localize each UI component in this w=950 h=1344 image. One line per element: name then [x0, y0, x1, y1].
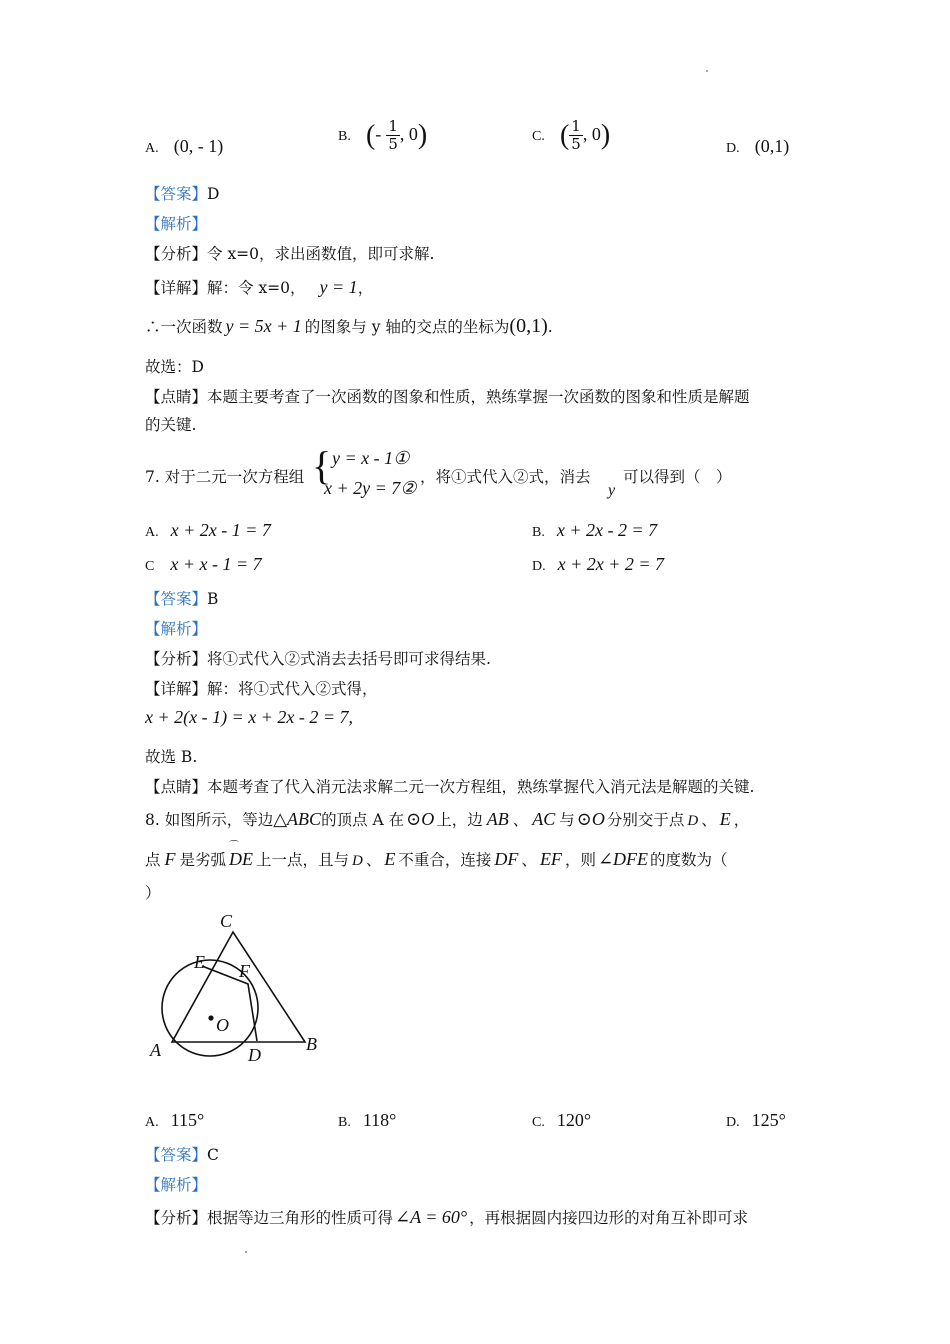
q7-option-c[interactable]: C x + x - 1 = 7 [145, 554, 262, 574]
minus-sign: - [375, 124, 382, 144]
q6-answer: 【答案】D [145, 185, 220, 203]
label-e: E [194, 952, 205, 972]
q7-stem-end: ，将①式代入②式，消去 [420, 468, 591, 486]
option-rest: , 0 [399, 124, 418, 144]
q7-option-d[interactable]: D. x + 2x + 2 = 7 [532, 554, 665, 574]
q6-option-b[interactable] [338, 118, 427, 153]
option-label: B. [338, 129, 351, 144]
option-label: D. [726, 141, 740, 156]
q8-option-d[interactable]: D. 125° [726, 1110, 786, 1130]
q6-fenxi: 【分析】令 x=0，求出函数值，即可求解. [145, 245, 435, 263]
q6-choose: 故选：D [145, 358, 204, 376]
right-paren: ) [417, 119, 428, 151]
right-paren: ) [600, 119, 611, 151]
label-a: A [150, 1040, 161, 1060]
q6-analysis-heading: 【解析】 [145, 215, 208, 233]
q6-therefore: ∴一次函数 y = 5x + 1 的图象与 y 轴的交点的坐标为(0,1). [145, 315, 553, 337]
q8-stem-line3: ） [145, 884, 161, 902]
q8-option-c[interactable]: C. 120° [532, 1110, 592, 1130]
q7-dianjing: 【点睛】本题考查了代入消元法求解二元一次方程组，熟练掌握代入消元法是解题的关键. [145, 778, 755, 796]
q7-xiangjie: 【详解】解：将①式代入②式得， [145, 680, 378, 698]
q8-option-a[interactable]: A. 115° [145, 1110, 205, 1130]
q6-dianjing-cont: 的关键. [145, 416, 197, 434]
q7-fenxi: 【分析】将①式代入②式消去去括号即可求得结果. [145, 650, 491, 668]
q7-var: y [608, 482, 616, 499]
fraction: $\frac{1}{5}$ [571, 117, 581, 153]
q7-stem-start: 7. 对于二元一次方程组 [145, 468, 305, 486]
label-o: O [216, 1015, 229, 1035]
q6-xiangjie: 【详解】解：令 x=0， y = 1， [145, 277, 374, 297]
option-label: C. [532, 129, 545, 144]
q7-analysis-heading: 【解析】 [145, 620, 208, 638]
option-value: (0, - 1) [173, 136, 224, 156]
triangle-abc [172, 932, 305, 1042]
label-c: C [220, 911, 233, 931]
q8-stem-line1: 8. 如图所示，等边△ABC的顶点 A 在 ⊙O 上，边 AB 、 AC 与 ⊙O 分别交于点 D 、 E ， [145, 809, 750, 829]
left-paren: ( [365, 119, 376, 151]
q7-option-a[interactable]: A. x + 2x - 1 = 7 [145, 520, 271, 540]
q7-calc: x + 2(x - 1) = x + 2x - 2 = 7, [145, 707, 354, 727]
q8-option-b[interactable]: B. 118° [338, 1110, 397, 1130]
q7-eq2: x + 2y = 7② [324, 478, 417, 498]
option-label: A. [145, 141, 159, 156]
arc-mark: ⌒ [229, 841, 240, 852]
q8-analysis-heading: 【解析】 [145, 1176, 208, 1194]
q6-option-d[interactable] [726, 136, 789, 157]
q6-dianjing: 【点睛】本题主要考查了一次函数的图象和性质，熟练掌握一次函数的图象和性质是解题 [145, 388, 750, 406]
label-b: B [306, 1034, 317, 1054]
q8-stem-line2: 点 F 是劣弧 ⌒ DE 上一点，且与 D 、 E 不重合，连接 DF 、 EF ，则 ∠DFE 的度数为（ [145, 849, 728, 871]
q7-option-b[interactable]: B. x + 2x - 2 = 7 [532, 520, 658, 540]
q8-answer: 【答案】C [145, 1146, 219, 1164]
geometry-figure [140, 905, 340, 1075]
scan-dot [706, 70, 708, 72]
option-value: (0,1) [754, 136, 790, 156]
fraction: $\frac{1}{5}$ [388, 117, 398, 153]
q7-answer: 【答案】B [145, 590, 219, 608]
arc-de: ⌒ DE [229, 849, 253, 869]
q7-choose: 故选 B. [145, 748, 198, 766]
label-d: D [248, 1045, 261, 1065]
center-dot [208, 1015, 213, 1020]
q7-eq1: y = x - 1① [332, 448, 410, 468]
system-brace: { [312, 443, 332, 488]
q6-option-a[interactable] [145, 136, 223, 157]
left-paren: ( [559, 119, 570, 151]
q7-stem-tail: 可以得到（ ） [623, 468, 732, 486]
q8-fenxi: 【分析】根据等边三角形的性质可得 ∠A = 60° ，再根据圆内接四边形的对角互补即可求 [145, 1207, 749, 1227]
option-rest: , 0 [582, 124, 601, 144]
label-f: F [239, 961, 250, 981]
q6-option-c[interactable] [532, 118, 610, 153]
scan-dot [245, 1251, 247, 1253]
